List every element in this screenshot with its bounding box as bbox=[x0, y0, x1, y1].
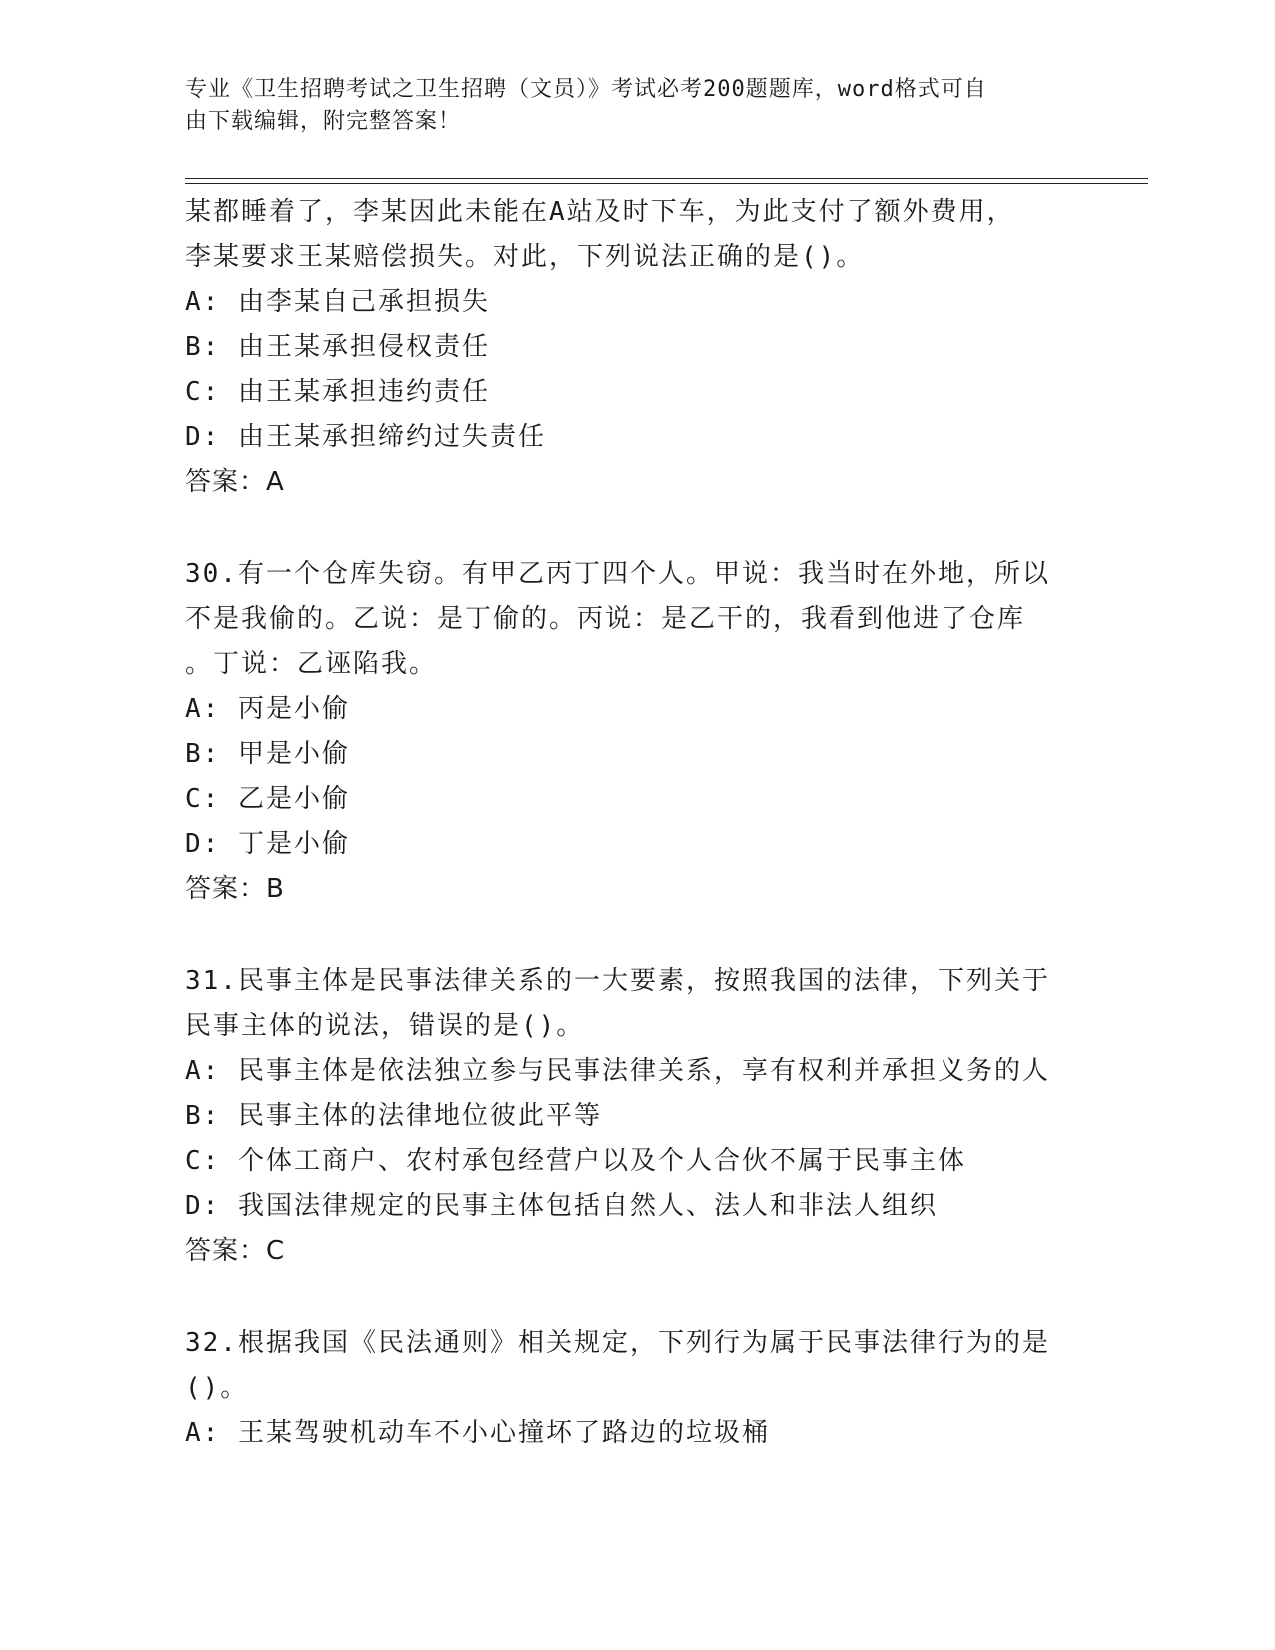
question-30 bbox=[185, 552, 1085, 912]
question-text-line: 32.根据我国《民法通则》相关规定，下列行为属于民事法律行为的是 bbox=[185, 1328, 1050, 1358]
spacer bbox=[185, 505, 1085, 552]
header-title-line-1: 专业《卫生招聘考试之卫生招聘（文员）》考试必考200题题库，word格式可自 bbox=[185, 77, 987, 102]
spacer bbox=[185, 1274, 1085, 1321]
question-29 bbox=[185, 190, 1085, 505]
header-divider-bottom bbox=[185, 183, 1148, 184]
option-a: A: 由李某自己承担损失 bbox=[185, 287, 490, 317]
question-text-line: ()。 bbox=[185, 1373, 249, 1403]
option-b: B: 由王某承担侵权责任 bbox=[185, 332, 490, 362]
question-text-line: 李某要求王某赔偿损失。对此，下列说法正确的是()。 bbox=[185, 242, 865, 272]
option-b: B: 甲是小偷 bbox=[185, 739, 350, 769]
option-a: A: 丙是小偷 bbox=[185, 694, 350, 724]
question-text-line: 民事主体的说法，错误的是()。 bbox=[185, 1011, 585, 1041]
question-text-line: 31.民事主体是民事法律关系的一大要素，按照我国的法律，下列关于 bbox=[185, 966, 1050, 996]
answer-line: 答案：C bbox=[185, 1236, 286, 1266]
question-31 bbox=[185, 959, 1085, 1274]
question-list bbox=[185, 190, 1085, 1456]
document-header bbox=[185, 74, 1085, 138]
question-text-line: 不是我偷的。乙说：是丁偷的。丙说：是乙干的，我看到他进了仓库 bbox=[185, 604, 1026, 634]
header-divider-top bbox=[185, 178, 1148, 179]
question-text-line: 某都睡着了，李某因此未能在A站及时下车，为此支付了额外费用， bbox=[185, 197, 1015, 227]
option-d: D: 由王某承担缔约过失责任 bbox=[185, 422, 546, 452]
option-a: A: 民事主体是依法独立参与民事法律关系，享有权利并承担义务的人 bbox=[185, 1056, 1050, 1086]
answer-line: 答案：A bbox=[185, 467, 285, 497]
question-text-line: 30.有一个仓库失窃。有甲乙丙丁四个人。甲说：我当时在外地，所以 bbox=[185, 559, 1050, 589]
option-c: C: 由王某承担违约责任 bbox=[185, 377, 490, 407]
header-title-line-2: 由下载编辑，附完整答案！ bbox=[185, 109, 462, 134]
option-a: A: 王某驾驶机动车不小心撞坏了路边的垃圾桶 bbox=[185, 1418, 770, 1448]
option-d: D: 丁是小偷 bbox=[185, 829, 350, 859]
question-32 bbox=[185, 1321, 1085, 1456]
option-c: C: 乙是小偷 bbox=[185, 784, 350, 814]
option-c: C: 个体工商户、农村承包经营户以及个人合伙不属于民事主体 bbox=[185, 1146, 966, 1176]
option-b: B: 民事主体的法律地位彼此平等 bbox=[185, 1101, 602, 1131]
answer-line: 答案：B bbox=[185, 874, 285, 904]
question-text-line: 。丁说：乙诬陷我。 bbox=[185, 649, 438, 679]
spacer bbox=[185, 912, 1085, 959]
option-d: D: 我国法律规定的民事主体包括自然人、法人和非法人组织 bbox=[185, 1191, 938, 1221]
